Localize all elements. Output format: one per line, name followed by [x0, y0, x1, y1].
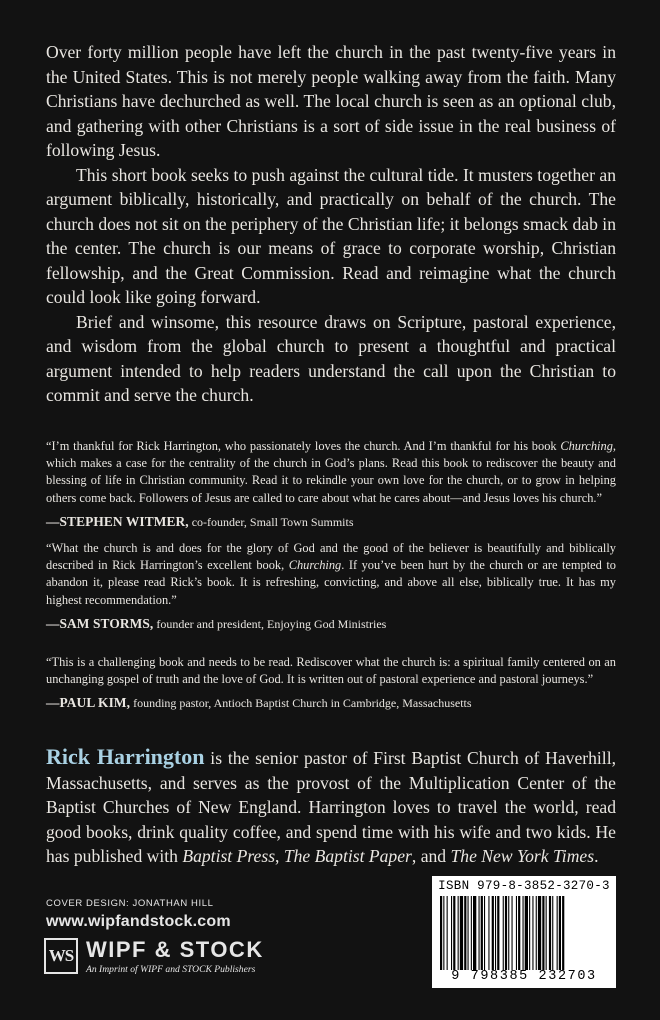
credits [46, 898, 231, 931]
barcode-bar [552, 896, 553, 970]
barcode-bar [525, 896, 528, 970]
bio-separator: , and [411, 846, 451, 866]
endorser-name: —STEPHEN WITMER, [46, 513, 189, 529]
quote-text: . If you’ve been hurt by the church or are tempted to abandon it, please read Rick’s book. It is refreshing, convicting, and above all else, biblically true. It has my highest recommendation.” [46, 558, 617, 607]
barcode-bar [460, 896, 463, 970]
endorsement-quote [46, 654, 616, 688]
barcode-bar [542, 896, 544, 970]
barcode-bar [512, 896, 513, 970]
book-blurb [46, 40, 616, 408]
quote-text: “What the church is and does for the glory of God and the good of the believer is beautifully and biblically described in Rick Harrington’s excellent book, [46, 541, 616, 573]
barcode-bar [453, 896, 455, 970]
barcode-bar [523, 896, 524, 970]
isbn-label: ISBN 979-8-3852-3270-3 [438, 879, 610, 893]
endorser-name: —PAUL KIM, [46, 695, 131, 711]
barcode-bar [484, 896, 485, 970]
endorser-role: founding pastor, Antioch Baptist Church in Cambridge, Massachusetts [133, 696, 472, 711]
publication-1: Baptist Press [182, 846, 276, 866]
barcode-bar [481, 896, 483, 970]
ws-logo-icon: WS [44, 938, 78, 974]
isbn-barcode [432, 876, 616, 988]
endorser-signature [46, 694, 616, 712]
author-name: Rick Harrington [46, 744, 205, 769]
barcode-bar [497, 896, 499, 970]
barcode-bar [518, 896, 520, 970]
publication-3: The New York Times [450, 846, 595, 866]
barcode-bar [505, 896, 507, 970]
book-title: Churching [288, 558, 342, 573]
blurb-paragraph-2: This short book seeks to push against the cultural tide. It musters together an argument biblically, historically, and practically on behalf of the church. The church does not sit on the periphery of the Christian life; it belongs smack dab in the center. The church is our means of grace to corporate worship, Christian fellowship, and the Great Commission. Read and reimagine what the church could look like going forward. [46, 164, 616, 307]
barcode-bar [458, 896, 459, 970]
endorser-role: co-founder, Small Town Summits [191, 514, 354, 529]
book-title: Churching [560, 439, 613, 453]
barcode-bar [516, 896, 517, 970]
barcode-bar [488, 896, 489, 970]
barcode-bar [471, 896, 472, 970]
barcode-bar [503, 896, 504, 970]
quote-text: “I’m thankful for Rick Harrington, who passionately loves the church. And I’m thankful for his book [46, 439, 561, 453]
barcode-bar [492, 896, 494, 970]
quote-text: , which makes a case for the centrality of the church in God’s plans. Read this book to rediscover the beauty and blessing of life in Christian community. Read it to rekindle your own love for the church, or to grow in helping others come back. Followers of Jesus are called to care about what he cares about—and Jesus loves his church.” [46, 439, 616, 505]
bio-end: . [594, 846, 599, 866]
barcode-bar [546, 896, 547, 970]
publication-2: The Baptist Paper [283, 846, 412, 866]
author-bio [46, 745, 616, 869]
endorser-name: —SAM STORMS, [46, 615, 154, 631]
cover-design-credit: COVER DESIGN: JONATHAN HILL [46, 898, 214, 909]
publisher-block [44, 938, 304, 978]
barcode-bar [479, 896, 480, 970]
barcode-bars-icon [440, 896, 608, 970]
endorser-signature [46, 615, 616, 633]
bio-separator: , [275, 846, 284, 866]
barcode-bar [559, 896, 561, 970]
publisher-url[interactable]: www.wipfandstock.com [46, 913, 231, 930]
endorsement-quote [46, 438, 616, 507]
barcode-bar [447, 896, 448, 970]
barcode-bar [508, 896, 509, 970]
barcode-bar [440, 896, 442, 970]
endorsement-kim [46, 654, 616, 713]
barcode-bar [495, 896, 496, 970]
bio-text: is the senior pastor of First Baptist Church of Haverhill, Massachusetts, and serves as the provost of the Multiplication Center of the Baptist Churches of New England. Harrington loves to travel the world, read good books, drink quality coffee, and spend time with his wife and two kids. He has published with [46, 748, 616, 866]
barcode-bar [549, 896, 551, 970]
barcode-bar [562, 896, 564, 970]
quote-text: “This is a challenging book and needs to be read. Rediscover what the church is: a spiritual family centered on an unchanging gospel of truth and the love of God. It is written out of pastoral experience and pastoral journeys.” [46, 655, 616, 687]
barcode-bar [451, 896, 452, 970]
barcode-bar [532, 896, 533, 970]
endorsement-witmer [46, 438, 616, 531]
barcode-bar [473, 896, 476, 970]
endorsement-storms [46, 540, 616, 633]
barcode-bar [464, 896, 466, 970]
barcode-bar [536, 896, 537, 970]
endorsement-quote [46, 540, 616, 609]
barcode-bar [529, 896, 530, 970]
barcode-bar [557, 896, 558, 970]
blurb-paragraph-1: Over forty million people have left the church in the past twenty-five years in the United States. This is not merely people walking away from the faith. Many Christians have dechurched as well. The local church is seen as an optional club, and gathering with other Christians is a sort of side issue in the real business of following Jesus. [46, 42, 616, 160]
barcode-bar [443, 896, 444, 970]
publisher-name: WIPF & STOCK [86, 937, 264, 962]
barcode-bar [468, 896, 469, 970]
endorser-role: founder and president, Enjoying God Ministries [156, 616, 387, 631]
publisher-tagline: An Imprint of WIPF and STOCK Publishers [86, 964, 256, 975]
endorser-signature [46, 513, 616, 531]
barcode-bar [538, 896, 541, 970]
blurb-paragraph-3: Brief and winsome, this resource draws on Scripture, pastoral experience, and wisdom from the global church to present a thoughtful and practical argument intended to help readers understand the call upon the Christian to commit and serve the church. [46, 311, 616, 405]
barcode-digits: 9 798385 232703 [451, 969, 597, 984]
